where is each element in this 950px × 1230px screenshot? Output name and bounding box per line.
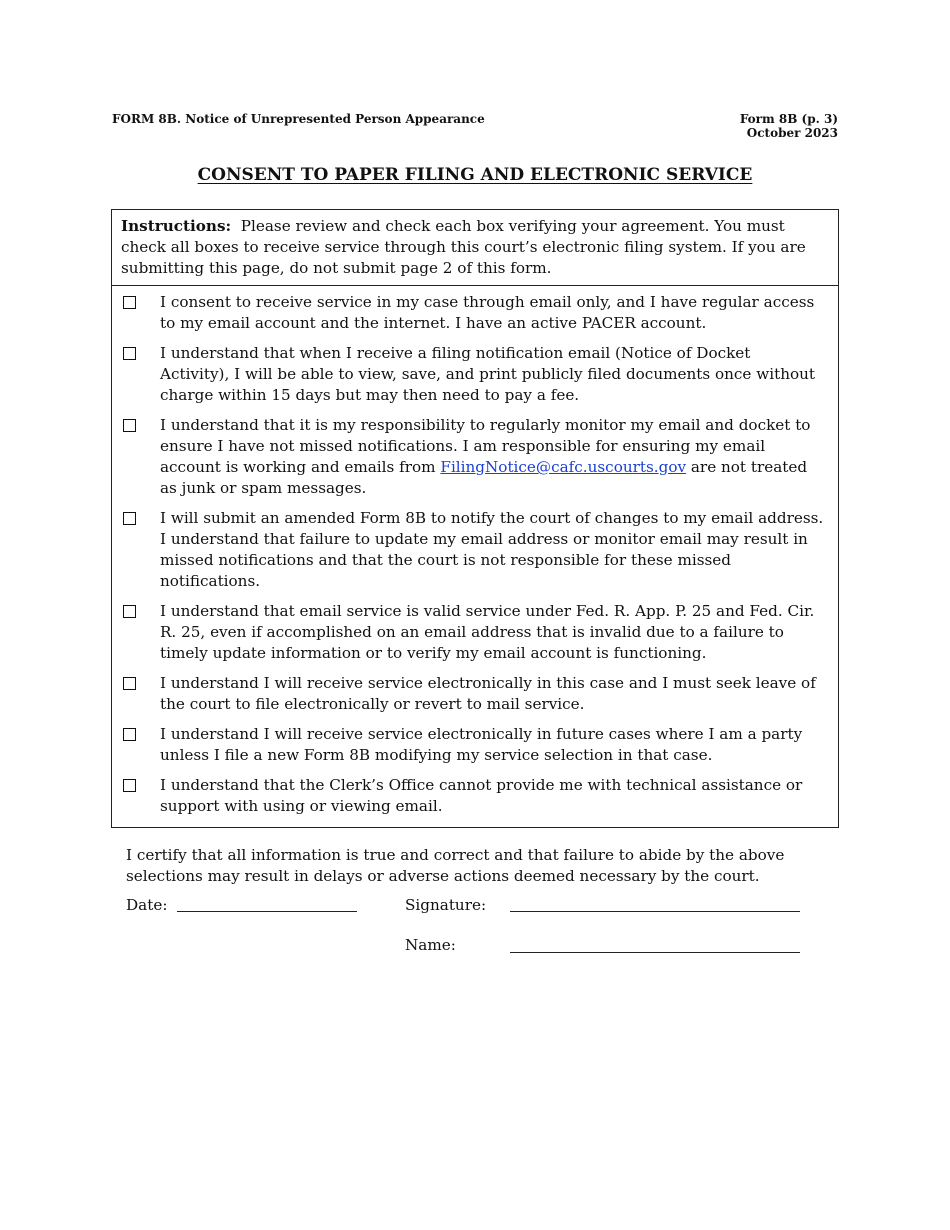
consent-item-text: I understand that the Clerk’s Office cannot provide me with technical assistance or support with using or viewing email. — [160, 776, 803, 815]
consent-item-email-only — [112, 292, 838, 334]
consent-item-text: I understand I will receive service electronically in this case and I must seek leave of the court to file electronically or revert to mail service. — [160, 674, 816, 713]
consent-item-future-cases — [112, 724, 838, 766]
signature-label: Signature: — [405, 896, 487, 914]
consent-checkbox-3[interactable] — [123, 419, 136, 432]
consent-checkbox-4[interactable] — [123, 512, 136, 525]
consent-item-text: I understand that when I receive a filing notification email (Notice of Docket Activity), I will be able to view, save, and print publicly filed documents once without charge within 15 days but may then need to pay a fee. — [160, 344, 816, 404]
consent-checkbox-7[interactable] — [123, 728, 136, 741]
form-revision-date: October 2023 — [746, 126, 838, 140]
consent-item-text: I understand that email service is valid service under Fed. R. App. P. 25 and Fed. Cir. R. 25, even if accomplished on an email address that is invalid due to a failure to timely update information or to verify my email account is functioning. — [160, 602, 815, 662]
consent-checkbox-1[interactable] — [123, 296, 136, 309]
certification-statement: I certify that all information is true and correct and that failure to abide by the above selections may result in delays or adverse actions deemed necessary by the court. — [126, 846, 785, 885]
name-label: Name: — [405, 936, 456, 954]
form-header-page-info — [740, 112, 838, 140]
consent-item-this-case — [112, 673, 838, 715]
date-label: Date: — [126, 896, 168, 914]
consent-item-amend — [112, 508, 838, 592]
consent-item-text-before: I understand that it is my responsibility to regularly monitor my email and docket to ensure I have not missed notifications. I am responsible for ensuring my email account is working and emails from — [160, 416, 811, 476]
consent-item-text: I understand I will receive service electronically in future cases where I am a party unless I file a new Form 8B modifying my service selection in that case. — [160, 725, 803, 764]
form-page-number: Form 8B (p. 3) — [739, 112, 838, 126]
consent-item-text: I consent to receive service in my case through email only, and I have regular access to my email account and the internet. I have an active PACER account. — [160, 293, 815, 332]
consent-item-valid-service — [112, 601, 838, 664]
form-header-title: FORM 8B. Notice of Unrepresented Person Appearance — [112, 112, 485, 126]
page-title: CONSENT TO PAPER FILING AND ELECTRONIC SERVICE — [197, 165, 753, 185]
consent-checkbox-2[interactable] — [123, 347, 136, 360]
instructions-label: Instructions: — [121, 217, 232, 235]
consent-items-list — [112, 286, 838, 827]
instructions-block — [112, 210, 838, 286]
filing-notice-email-link[interactable]: FilingNotice@cafc.uscourts.gov — [440, 458, 687, 476]
consent-checkbox-8[interactable] — [123, 779, 136, 792]
consent-checkbox-6[interactable] — [123, 677, 136, 690]
instructions-text: Please review and check each box verifying your agreement. You must check all boxes to receive service through this court’s electronic filing system. If you are submitting this page, do not submit page 2 of this form. — [121, 217, 806, 277]
date-field[interactable] — [177, 911, 357, 912]
consent-item-no-support — [112, 775, 838, 817]
consent-item-text-after: are not treated as junk or spam messages. — [160, 458, 808, 497]
signature-field[interactable] — [510, 911, 800, 912]
consent-item-text: I will submit an amended Form 8B to notify the court of changes to my email address. I understand that failure to update my email address or monitor email may result in missed notifications and that the court is not responsible for these missed notifications. — [160, 509, 824, 590]
consent-checkbox-5[interactable] — [123, 605, 136, 618]
name-field[interactable] — [510, 952, 800, 953]
consent-box — [111, 209, 839, 828]
consent-item-monitor — [112, 415, 838, 499]
consent-item-notification — [112, 343, 838, 406]
